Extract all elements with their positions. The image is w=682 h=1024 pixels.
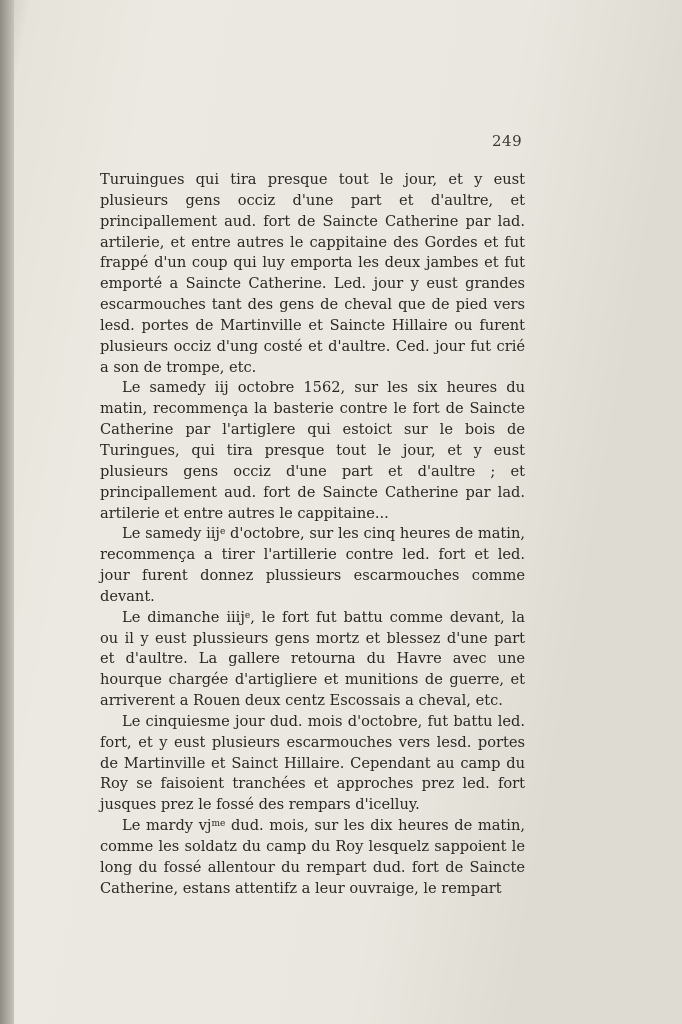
paragraph-text-start: Le dimanche iiij (122, 608, 245, 626)
page-gutter (0, 0, 14, 1024)
paragraph: Le samedy iij octobre 1562, sur les six heures du matin, recommença la basterie contre le fort de Saincte Catherine par l'artiglere qui estoict sur le bois de Turingues, qui tira presque tout le jour, et y eust plusieurs gens occiz d'une part et d'aultre ; et principallement aud. fort de Saincte Catherine par lad. artilerie et entre autres le cappitaine... (100, 379, 525, 522)
paragraph-text-rest: dud. mois, sur les dix heures de matin, comme les soldatz du camp du Roy lesquelz sappoient le long du fossé allentour du rempart dud. fort de Saincte Catherine, estans attentifz a leur ouvraige, le rempart (100, 817, 525, 897)
body-text (100, 170, 525, 900)
ordinal-superscript: me (211, 819, 226, 830)
paragraph-text-rest: d'octobre, sur les cinq heures de matin, recommença a tirer l'artillerie contre led. fort et led. jour furent donnez plussieurs escarmouches comme devant. (100, 525, 525, 605)
paragraph-text-start: Le mardy vj (122, 817, 212, 835)
paragraph-text-rest: , le fort fut battu comme devant, la ou il y eust plussieurs gens mortz et blessez d'une part et d'aultre. La gallere retourna du Havre avec une hourque chargée d'artigliere et munitions de guerre, et arriverent a Rouen deux centz Escossais a cheval, etc. (100, 608, 525, 710)
ordinal-superscript: e (244, 610, 251, 621)
paragraph (100, 608, 525, 712)
paragraph-text-start: Le samedy iij (122, 525, 220, 543)
paragraph: Le cinquiesme jour dud. mois d'octobre, fut battu led. fort, et y eust plusieurs escarmouches vers lesd. portes de Martinville et Sainct Hillaire. Cependant au camp du Roy se faisoient tranchées et approches prez led. fort jusques prez le fossé des rempars d'icelluy. (100, 712, 525, 814)
page-number: 249 (492, 132, 523, 150)
paragraph (100, 524, 525, 607)
paragraph (100, 816, 525, 899)
paragraph: Turuingues qui tira presque tout le jour, et y eust plusieurs gens occiz d'une part et d'aultre, et principallement aud. fort de Saincte Catherine par lad. artilerie, et entre autres le cappitaine des Gordes et fut frappé d'un coup qui luy emporta les deux jambes et fut emporté a Saincte Catherine. Led. jour y eust grandes escarmouches tant des gens de cheval que de pied vers lesd. portes de Martinville et Saincte Hillaire ou furent plusieurs occiz d'ung costé et d'aultre. Ced. jour fut crié a son de trompe, etc. (100, 171, 525, 376)
ordinal-superscript: e (219, 527, 226, 538)
